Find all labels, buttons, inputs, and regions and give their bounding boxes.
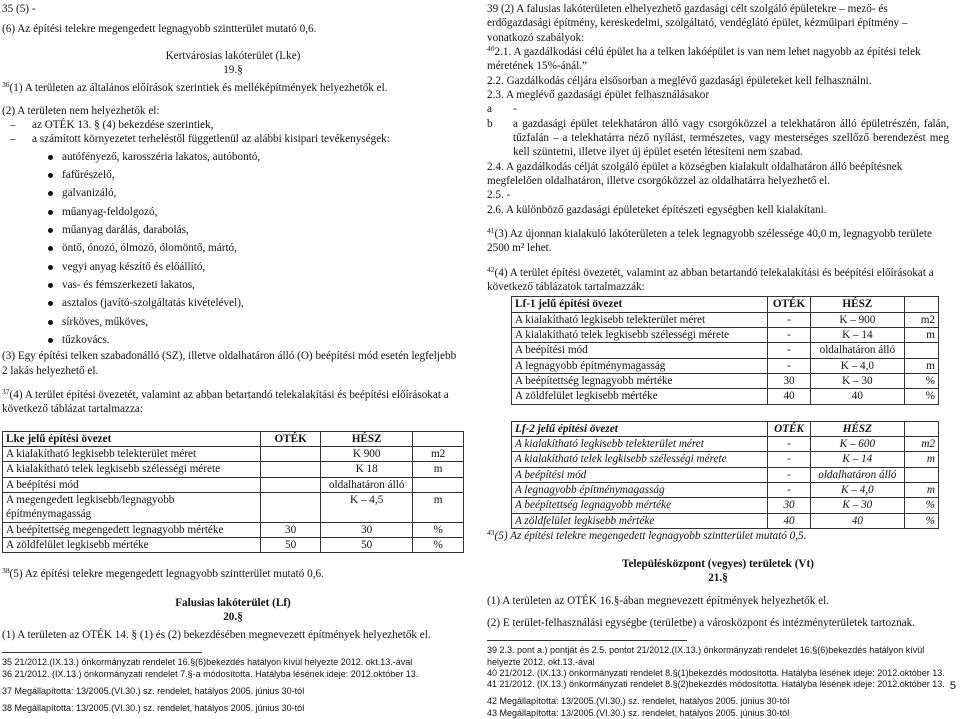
footnote-ref: 37 bbox=[2, 386, 10, 396]
table-cell: - bbox=[768, 482, 811, 497]
table-cell: K – 600 bbox=[810, 436, 904, 451]
table-cell: A kialakítható legkisebb telekterület méret bbox=[3, 446, 261, 461]
table-cell: oldalhatáron álló bbox=[321, 477, 413, 492]
table-header: OTÉK bbox=[768, 297, 811, 312]
sub-item-key: a bbox=[487, 103, 492, 116]
footnote-separator bbox=[2, 652, 202, 653]
table-header: HÉSZ bbox=[810, 297, 904, 312]
table-row bbox=[512, 498, 939, 513]
table-cell: K – 4,0 bbox=[810, 482, 904, 497]
table-cell: A kialakítható legkisebb telekterület méret bbox=[512, 436, 768, 451]
sub-para: 2.5. - bbox=[487, 189, 511, 202]
para bbox=[487, 227, 949, 256]
sub-para: 2.4. A gazdálkodás célját szolgáló épület a községben kialakult oldalhatáron álló beépítésnek megfelelően oldalhatáron, illetve csorgóközzel az oldalhatárra helyezhető el. bbox=[487, 160, 903, 187]
left-column bbox=[2, 2, 464, 714]
table-cell bbox=[413, 477, 464, 492]
table-header: Lf-2 jelű építési övezet bbox=[512, 421, 768, 436]
right-column bbox=[487, 2, 949, 719]
lke-zoning-table bbox=[2, 431, 464, 554]
list-item: fafűrészelő, bbox=[62, 168, 464, 182]
list-item: galvanizáló, bbox=[62, 186, 464, 200]
table-cell: % bbox=[413, 537, 464, 552]
para-text: (3) Az újonnan kialakuló lakóterületen a telek legnagyobb szélessége 40,0 m, legnagyobb területe 2500 m² lehet. bbox=[487, 227, 932, 255]
sub-item-key: b bbox=[487, 117, 493, 130]
footnote-ref: 42 bbox=[487, 264, 495, 274]
para: (6) Az építési telekre megengedett legnagyobb szintterület mutató 0,6. bbox=[2, 23, 317, 36]
table-header: OTÉK bbox=[261, 431, 321, 446]
footnote-ref: 38 bbox=[2, 566, 10, 576]
table-header: Lf-1 jelű építési övezet bbox=[512, 297, 768, 312]
section-heading: Településközpont (vegyes) területek (Vt) bbox=[622, 558, 814, 571]
table-header: OTÉK bbox=[768, 421, 811, 436]
table-row bbox=[512, 373, 939, 388]
table-cell: % bbox=[904, 498, 938, 513]
para-text: (4) A terület építési övezetét, valamint az abban betartandó telekalakítási és beépítési előírásokat a következő táblázat tartalmazza: bbox=[2, 388, 449, 416]
dash-text: az OTÉK 13. § (4) bekezdése szerintiek, bbox=[32, 118, 214, 131]
table-cell: 50 bbox=[261, 537, 321, 552]
table-cell: - bbox=[768, 358, 811, 373]
table-cell: A kialakítható telek legkisebb szélességi mérete bbox=[3, 462, 261, 477]
table-cell bbox=[904, 343, 938, 358]
list-item: asztalos (javító-szolgáltatás kivételével), bbox=[62, 296, 464, 310]
table-row bbox=[3, 446, 464, 461]
table-cell: A legnagyobb építménymagasság bbox=[512, 358, 768, 373]
table-cell: m bbox=[904, 452, 938, 467]
para: (2) A területen nem helyezhetők el: bbox=[2, 104, 160, 117]
table-cell: 40 bbox=[810, 513, 904, 528]
table-row bbox=[512, 482, 939, 497]
table-cell: K – 30 bbox=[810, 373, 904, 388]
table-cell: 40 bbox=[810, 389, 904, 404]
table-cell: 30 bbox=[261, 522, 321, 537]
footnote: 41 21/2012. (IX.13.) önkormányzati rendelet 8.§(2)bekezdés módosította. Hatályba lésének ideje: 2012.október 13. bbox=[487, 679, 945, 690]
table-cell: A beépítési mód bbox=[3, 477, 261, 492]
list-item: vegyi anyag készítő és előállító, bbox=[62, 260, 464, 274]
table-header: HÉSZ bbox=[321, 431, 413, 446]
para: (1) A területen az OTÉK 16.§-ában megnevezett építmények helyezhetők el. bbox=[487, 594, 830, 607]
table-header: Lke jelű építési övezet bbox=[3, 431, 261, 446]
table-cell: - bbox=[768, 327, 811, 342]
lf1-zoning-table bbox=[511, 296, 939, 404]
table-cell: K – 14 bbox=[810, 452, 904, 467]
list-item: tűzkovács. bbox=[62, 333, 464, 347]
para: (2) E terület-felhasználási egységbe (területbe) a városközpont és intézményterületek tartoznak. bbox=[487, 617, 916, 630]
table-cell: A zöldfelület legkisebb mértéke bbox=[512, 389, 768, 404]
table-header bbox=[413, 431, 464, 446]
table-cell: oldalhatáron álló bbox=[810, 343, 904, 358]
table-cell: A kialakítható telek legkisebb szélességi mérete bbox=[512, 452, 768, 467]
table-cell: m2 bbox=[413, 446, 464, 461]
table-cell: A kialakítható legkisebb telekterület méret bbox=[512, 312, 768, 327]
para bbox=[2, 388, 464, 417]
table-cell: % bbox=[904, 389, 938, 404]
list-item: műanyag darálás, darabolás, bbox=[62, 223, 464, 237]
table-cell: A beépítettség legnagyobb mértéke bbox=[512, 373, 768, 388]
table-cell: A megengedett legkisebb/legnagyobb építménymagasság bbox=[3, 492, 261, 522]
table-row bbox=[512, 389, 939, 404]
list-item: autófényező, karosszéria lakatos, autóbontó, bbox=[62, 150, 464, 164]
footnote: 38 Megállapította: 13/2005.(VI.30.) sz. rendelet, hatályos 2005. június 30-tól bbox=[2, 703, 305, 714]
dash-text: a számított környezetet terheléstől függetlenül az alábbi kisipari tevékenységek: bbox=[32, 133, 390, 146]
section-number: 20.§ bbox=[223, 610, 243, 623]
table-cell: % bbox=[904, 373, 938, 388]
table-cell: A kialakítható telek legkisebb szélességi mérete bbox=[512, 327, 768, 342]
table-cell: m bbox=[413, 462, 464, 477]
table-cell bbox=[261, 477, 321, 492]
table-cell: A beépítési mód bbox=[512, 467, 768, 482]
table-cell: % bbox=[904, 513, 938, 528]
table-cell: K – 14 bbox=[810, 327, 904, 342]
footnote-separator bbox=[487, 640, 687, 641]
table-row bbox=[512, 312, 939, 327]
list-item: öntő, ónozó, ólmozó, ólomöntő, mártó, bbox=[62, 241, 464, 255]
footnote-ref: 43 bbox=[487, 527, 495, 537]
table-cell: 50 bbox=[321, 537, 413, 552]
sub-item-text: - bbox=[513, 103, 517, 116]
footnote: 43 Megállapította: 13/2005.(VI.30.) sz. rendelet, hatályos 2005. június 30-tól bbox=[487, 707, 790, 718]
table-row bbox=[512, 358, 939, 373]
table-cell: A legnagyobb építménymagasság bbox=[512, 482, 768, 497]
table-cell bbox=[261, 492, 321, 522]
table-cell: 30 bbox=[768, 373, 811, 388]
para bbox=[2, 567, 464, 581]
para: (1) A területen az OTÉK 14. § (1) és (2) bekezdésében megnevezett építmények helyezhetők el. bbox=[2, 629, 431, 642]
section-heading: Falusias lakóterület (Lf) bbox=[175, 596, 291, 609]
sub-para: 2.6. A különböző gazdasági épületeket építészeti egységben kell kialakítani. bbox=[487, 203, 827, 216]
table-cell: K – 4,0 bbox=[810, 358, 904, 373]
table-cell: - bbox=[768, 436, 811, 451]
section-number: 21.§ bbox=[708, 572, 728, 585]
table-cell: 30 bbox=[768, 498, 811, 513]
table-row bbox=[3, 477, 464, 492]
para bbox=[487, 529, 949, 543]
bullet-list bbox=[2, 150, 464, 348]
table-cell: 40 bbox=[768, 513, 811, 528]
table-cell: A zöldfelület legkisebb mértéke bbox=[512, 513, 768, 528]
list-item: vas- és fémszerkezeti lakatos, bbox=[62, 278, 464, 292]
table-row bbox=[512, 452, 939, 467]
footnote: 39 2.3. pont a.) pontját és 2.5. pontot 21/2012.(IX.13.) önkormányzati rendelet 16.§(6)bekezdés hatályon kívül helyezte 2012. okt.13.-ával bbox=[487, 645, 925, 667]
table-row bbox=[3, 462, 464, 477]
para-text: (4) A terület építési övezetét, valamint az abban betartandó telekalakítási és beépítési előírásokat a következő táblázatok tartalmazzák: bbox=[487, 266, 934, 293]
sub-item bbox=[487, 102, 949, 116]
para-text: (5) Az építési telekre megengedett legnagyobb szintterület mutató 0,5. bbox=[494, 529, 807, 542]
section-heading: Kertvárosias lakóterület (Lke) bbox=[165, 49, 301, 62]
sub-para: 2.2. Gazdálkodás céljára elsősorban a meglévő gazdasági épületeket kell felhasználni. bbox=[487, 74, 872, 87]
table-cell: A zöldfelület legkisebb mértéke bbox=[3, 537, 261, 552]
footnote-ref: 36 bbox=[2, 80, 10, 90]
table-cell: m bbox=[904, 482, 938, 497]
sub-para bbox=[487, 45, 949, 74]
table-cell: m bbox=[904, 327, 938, 342]
sub-para: 2.3. A meglévő gazdasági épület felhasználásakor bbox=[487, 88, 710, 101]
table-cell: K – 30 bbox=[810, 498, 904, 513]
table-cell: - bbox=[768, 312, 811, 327]
table-row bbox=[3, 522, 464, 537]
para-text: (5) Az építési telekre megengedett legnagyobb szintterület mutató 0,6. bbox=[9, 568, 324, 581]
para: 39 (2) A falusias lakóterületen elhelyezhető gazdasági célt szolgáló épületekre – mező- és erdőgazdasági építmény, kereskedelmi, szolgáltató, vendéglátó épület, kézműipari építmény – vonatkozó szabályok: bbox=[487, 3, 908, 44]
table-row bbox=[512, 436, 939, 451]
table-cell: - bbox=[768, 343, 811, 358]
table-row bbox=[512, 343, 939, 358]
footnote-ref: 41 bbox=[487, 225, 495, 235]
table-cell: % bbox=[413, 522, 464, 537]
table-row bbox=[3, 537, 464, 552]
table-cell bbox=[904, 467, 938, 482]
footnote: 35 21/2012.(IX.13.) önkormányzati rendelet 16.§(6)bekezdés hatályon kívül helyezte 2012. okt.13.-ával bbox=[2, 657, 413, 668]
table-cell: A beépítettség legnagyobb mértéke bbox=[512, 498, 768, 513]
footnote: 40 21/2012. (IX.13.) önkormányzati rendelet 8.§(1)bekezdés módosította. Hatályba lésének ideje: 2012.október 13. bbox=[487, 667, 945, 678]
table-cell: A beépítettség megengedett legnagyobb mértéke bbox=[3, 522, 261, 537]
footnote: 42 Megállapította: 13/2005.(VI.30.) sz. rendelet, hatályos 2005. június 30-tól bbox=[487, 696, 790, 707]
dash-item: – a számított környezetet terheléstől függetlenül az alábbi kisipari tevékenységek: bbox=[10, 133, 390, 146]
table-row bbox=[512, 513, 939, 528]
table-cell: 30 bbox=[321, 522, 413, 537]
table-row bbox=[512, 327, 939, 342]
para: 35 (5) - bbox=[2, 3, 36, 15]
table-cell: K 18 bbox=[321, 462, 413, 477]
page-number: 5 bbox=[949, 679, 956, 692]
sub-para-text: 2.1. A gazdálkodási célú épület ha a telken lakóépület is van nem lehet nagyobb az építési telek méretének 15%-ánál.” bbox=[487, 45, 921, 73]
table-header bbox=[904, 297, 938, 312]
para bbox=[2, 81, 464, 95]
list-item: sírköves, műköves, bbox=[62, 315, 464, 329]
lf2-zoning-table bbox=[511, 421, 939, 529]
table-header-row bbox=[3, 431, 464, 446]
para bbox=[487, 266, 949, 295]
table-header-row bbox=[512, 421, 939, 436]
table-cell: K 900 bbox=[321, 446, 413, 461]
table-header: HÉSZ bbox=[810, 421, 904, 436]
footnotes bbox=[2, 657, 464, 714]
table-header-row bbox=[512, 297, 939, 312]
table-cell bbox=[261, 462, 321, 477]
table-cell: m2 bbox=[904, 436, 938, 451]
list-item: műanyag-feldolgozó, bbox=[62, 205, 464, 219]
footnote: 37 Megállapította: 13/2005.(VI.30.) sz. rendelet, hatályos 2005. június 30-tól bbox=[2, 685, 305, 696]
footnote: 36 21/2012. (IX.13.) önkormányzati rendelet 7.§-a módosította. Hatályba lésének ideje: 2012.október 13. bbox=[2, 668, 419, 679]
footnotes bbox=[487, 645, 949, 719]
table-cell: K – 4,5 bbox=[321, 492, 413, 522]
sub-item bbox=[487, 117, 949, 160]
table-header bbox=[904, 421, 938, 436]
footnote-ref: 40 bbox=[487, 43, 495, 53]
table-cell: m2 bbox=[904, 312, 938, 327]
para: (3) Egy építési telken szabadonálló (SZ), illetve oldalhatáron álló (O) beépítési mód esetén legfeljebb 2 lakás helyezhető el. bbox=[2, 350, 457, 377]
table-cell: A beépítési mód bbox=[512, 343, 768, 358]
section-number: 19.§ bbox=[223, 63, 243, 76]
table-cell bbox=[261, 446, 321, 461]
para-text: (1) A területen az általános előírások szerintiek és melléképítmények helyezhetők el. bbox=[9, 82, 388, 95]
table-row bbox=[3, 492, 464, 522]
table-cell: - bbox=[768, 467, 811, 482]
dash-item: – az OTÉK 13. § (4) bekezdése szerintiek, bbox=[10, 118, 214, 131]
table-row bbox=[512, 467, 939, 482]
sub-item-text: a gazdasági épület telekhatáron álló vagy csorgóközzel a telekhatáron álló épületrészén, falán, tűzfalán – a telekhatárra néző nyílást, természetes, vagy mesterséges szellőző berendezést meg kell szüntetni, illetve ilyet új épület esetén létesíteni nem szabad. bbox=[513, 117, 949, 159]
table-cell: - bbox=[768, 452, 811, 467]
table-cell: m bbox=[904, 358, 938, 373]
table-cell: m bbox=[413, 492, 464, 522]
table-cell: K – 900 bbox=[810, 312, 904, 327]
table-cell: oldalhatáron álló bbox=[810, 467, 904, 482]
table-cell: 40 bbox=[768, 389, 811, 404]
